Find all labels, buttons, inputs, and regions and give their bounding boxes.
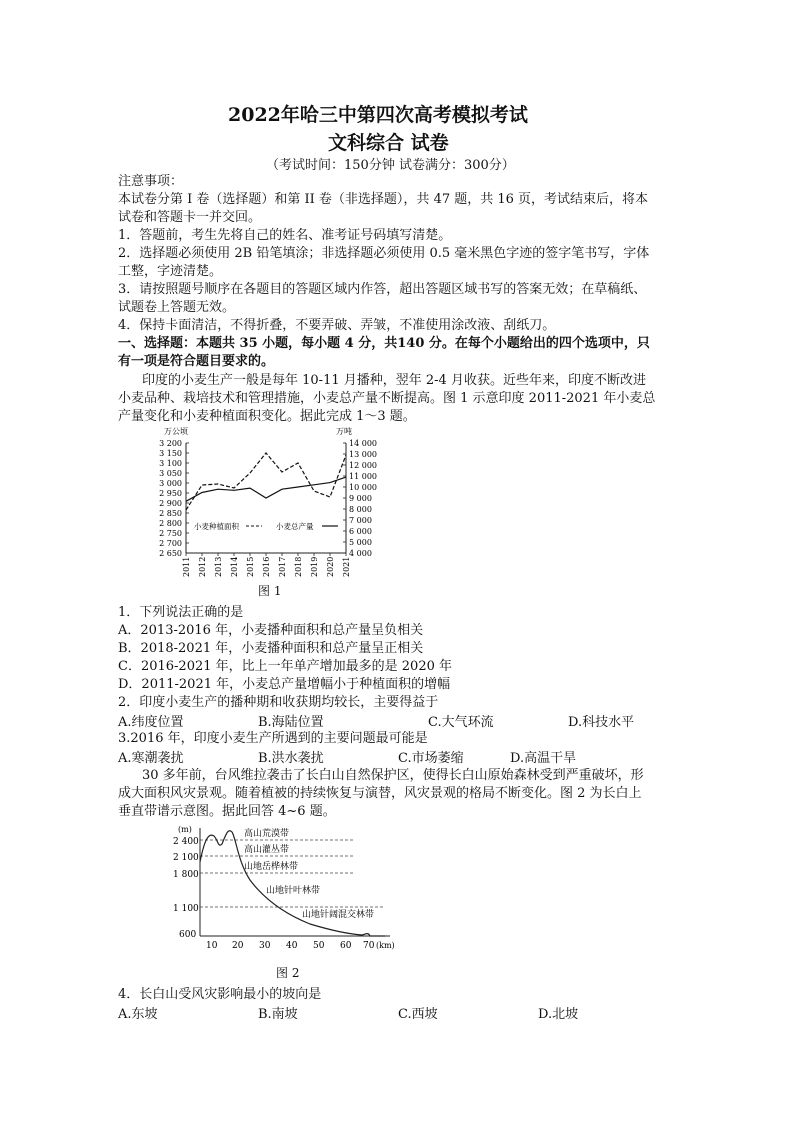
fig1-right-tick: 8 000 [349,505,372,514]
fig2-y-tick: 1 100 [173,904,199,914]
fig2-zone-birch: 山地岳桦林带 [244,862,299,872]
q3-stem: 3.2016 年，印度小麦生产所遇到的主要问题最可能是 [118,731,428,746]
fig1-x-tick: 2013 [214,556,223,577]
fig1-x-tick: 2014 [230,556,239,577]
figure1-caption: 图 1 [258,584,282,598]
fig1-right-unit: 万吨 [336,427,352,436]
fig2-x-tick: 50 [313,941,325,951]
q1-option-b: B．2018-2021 年，小麦播种面积和总产量呈正相关 [118,641,424,656]
fig2-y-tick: 600 [179,930,197,940]
fig1-right-tick: 9 000 [349,494,372,503]
passage1-line3: 产量变化和小麦种植面积变化。据此完成 1～3 题。 [118,409,416,424]
fig2-zone-mixed: 山地针阔混交林带 [302,910,375,920]
exam-subtitle: 文科综合 试卷 [328,132,449,154]
fig1-right-tick: 5 000 [349,538,372,547]
fig1-left-tick: 2 650 [159,549,182,558]
figure1-chart [140,423,390,583]
note-1: 1．答题前，考生先将自己的姓名、准考证号码填写清楚。 [118,228,452,243]
fig1-right-tick: 6 000 [349,527,372,536]
passage2-line1: 30 多年前，台风维拉袭击了长白山自然保护区，使得长白山原始森林受到严重破坏，形 [142,768,644,783]
q4-option-d: D.北坡 [538,1007,579,1022]
note-3-line1: 3．请按照题号顺序在各题目的答题区域内作答，超出答题区域书写的答案无效；在草稿纸、 [118,282,647,297]
q3-option-d: D.高温干旱 [510,751,577,766]
fig2-y-tick: 1 800 [173,870,199,880]
fig1-right-tick: 11 000 [349,472,377,481]
q2-option-c: C.大气环流 [428,715,494,730]
note-2-line2: 工整，字迹清楚。 [118,264,223,279]
fig1-x-tick: 2018 [294,556,303,577]
section1-line2: 有一项是符合题目要求的。 [118,354,275,369]
fig1-x-tick: 2011 [182,556,191,577]
fig2-x-tick: 40 [286,941,298,951]
fig2-zone-alpine-shrub: 高山灌丛带 [244,845,290,855]
q3-option-a: A.寒潮袭扰 [118,751,184,766]
fig1-x-tick: 2012 [198,556,207,577]
q4-option-a: A.东坡 [118,1007,158,1022]
fig2-y-tick: 2 100 [173,853,199,863]
fig2-x-tick: 30 [259,941,271,951]
fig2-y-unit: (m) [178,825,192,834]
notes-heading: 注意事项： [118,174,184,189]
notes-intro-line2: 试卷和答题卡一并交回。 [118,210,262,225]
fig1-left-tick: 3 100 [159,459,182,468]
passage2-line2: 成大面积风灾景观。随着植被的持续恢复与演替，风灾景观的格局不断变化。图 2 为长白上 [118,786,642,801]
notes-intro-line1: 本试卷分第 I 卷（选择题）和第 II 卷（非选择题），共 47 题，共 16 页，考试结束后，将本 [118,192,649,207]
fig2-y-tick: 2 400 [173,837,199,847]
fig1-x-tick: 2015 [246,556,255,577]
figure2-diagram [170,822,410,954]
q3-option-b: B.洪水袭扰 [258,751,324,766]
note-3-line2: 试题卷上答题无效。 [118,300,236,315]
q2-stem: 2．印度小麦生产的播种期和收获期均较长，主要得益于 [118,695,439,710]
fig1-left-tick: 2 850 [159,509,182,518]
q2-option-a: A.纬度位置 [118,715,184,730]
note-2-line1: 2．选择题必须使用 2B 铅笔填涂；非选择题必须使用 0.5 毫米黑色字迹的签字笔书写，字体 [118,246,650,261]
fig1-legend-output-label: 小麦总产量 [276,522,314,531]
q1-option-c: C．2016-2021 年，比上一年单产增加最多的是 2020 年 [118,659,452,674]
fig2-zone-alpine-desert: 高山荒漠带 [244,829,290,839]
fig1-left-tick: 2 950 [159,489,182,498]
fig1-left-tick: 3 150 [159,449,182,458]
passage1-line1: 印度的小麦生产一般是每年 10-11 月播种，翌年 2-4 月收获。近些年来，印度不断改进 [142,373,646,388]
q1-option-d: D．2011-2021 年，小麦总产量增幅小于种植面积的增幅 [118,677,451,692]
q4-option-b: B.南坡 [258,1007,298,1022]
fig2-x-tick: 70 [363,941,375,951]
fig1-left-tick: 3 050 [159,469,182,478]
fig2-mountain-profile [200,831,385,936]
q1-stem: 1．下列说法正确的是 [118,605,244,620]
fig1-left-tick: 2 900 [159,499,182,508]
fig1-x-tick: 2020 [326,556,335,577]
fig1-x-tick: 2016 [262,556,271,577]
fig2-x-tick: 20 [232,941,244,951]
fig1-right-tick: 10 000 [349,483,377,492]
fig1-left-tick: 3 000 [159,479,182,488]
fig1-area-line [186,453,346,510]
fig1-right-tick: 14 000 [349,439,377,448]
fig1-left-tick: 2 750 [159,529,182,538]
fig1-right-tick: 7 000 [349,516,372,525]
fig1-left-tick: 3 200 [159,439,182,448]
passage2-line3: 垂直带谱示意图。据此回答 4~6 题。 [118,804,336,819]
fig2-zone-conifer: 山地针叶林带 [266,886,321,896]
fig1-output-line [186,477,346,501]
section1-line1: 一、选择题：本题共 35 小题，每小题 4 分，共140 分。在每个小题给出的四个选项中，只 [118,336,650,351]
q2-option-b: B.海陆位置 [258,715,324,730]
fig1-legend-area-label: 小麦种植面积 [194,522,239,531]
fig2-x-tick: 60 [340,941,352,951]
fig1-right-tick: 12 000 [349,461,377,470]
fig1-right-tick: 13 000 [349,450,377,459]
exam-time-note: （考试时间：150分钟 试卷满分：300分） [266,158,515,173]
fig1-x-tick: 2019 [310,556,319,577]
q4-option-c: C.西坡 [398,1007,438,1022]
fig1-left-tick: 2 700 [159,539,182,548]
q3-option-c: C.市场萎缩 [398,751,464,766]
fig2-x-unit: (km) [376,941,395,950]
figure2-caption: 图 2 [276,966,300,980]
exam-title: 2022年哈三中第四次高考模拟考试 [228,104,528,126]
q1-option-a: A．2013-2016 年，小麦播种面积和总产量呈负相关 [118,623,424,638]
note-4: 4．保持卡面清洁，不得折叠，不要弄破、弄皱，不准使用涂改液、刮纸刀。 [118,318,556,333]
passage1-line2: 小麦品种、栽培技术和管理措施，小麦总产量不断提高。图 1 示意印度 2011-2021 年小麦总 [118,391,656,406]
fig2-x-tick: 10 [206,941,218,951]
q4-stem: 4．长白山受风灾影响最小的坡向是 [118,987,322,1002]
fig1-right-tick: 4 000 [349,549,372,558]
q2-option-d: D.科技水平 [568,715,635,730]
fig1-left-unit: 万公顷 [164,427,188,436]
fig1-left-tick: 2 800 [159,519,182,528]
fig1-x-tick: 2021 [342,556,351,577]
fig1-x-tick: 2017 [278,556,287,577]
